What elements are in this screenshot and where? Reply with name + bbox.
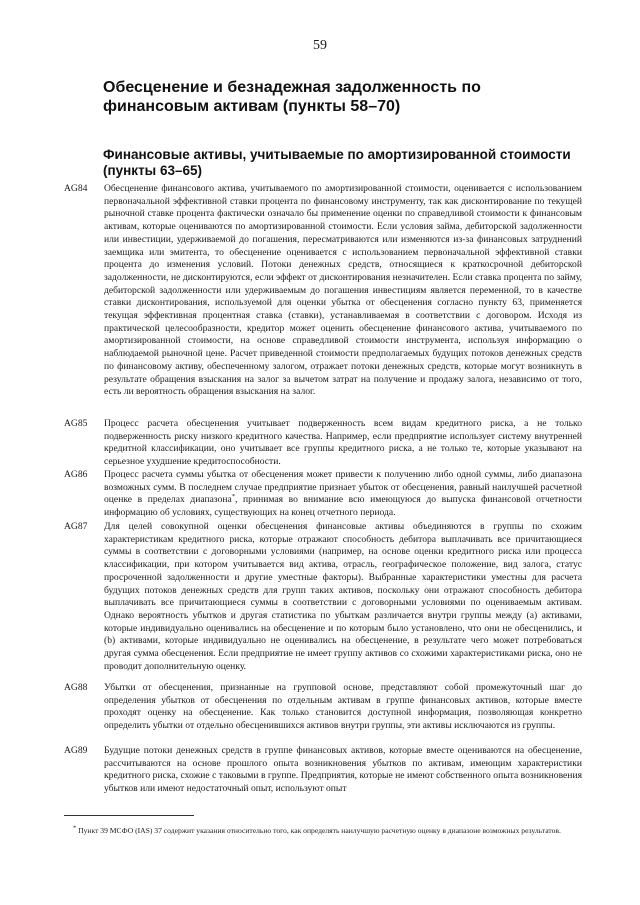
paragraph-text: Процесс расчета обесценения учитывает подверженность всем видам кредитного риска, а не только подверженность риску низкого кредитного качества. Например, если предприятие использует систему внутренней кредитной классификации, оно учитывает все группы кредитного риска, а не только те, которые указывают на серьезное ухудшение кредитоспособности.	[104, 418, 582, 468]
paragraph-ag87	[64, 521, 582, 673]
paragraph-ag89	[64, 745, 582, 796]
paragraph-text-after: , принимая во внимание всю имеющуюся до выпуска финансовой отчетности информацию об условиях, существующих на конец отчетного периода.	[104, 494, 582, 519]
paragraph-text: Будущие потоки денежных средств в группе финансовых активов, которые вместе оцениваются на обесценение, рассчитываются на основе прошлого опыта возникновения убытков по активам, имеющим характеристики кредитного риска, схожие с таковыми в группе. Предприятия, которые не имеют собственного опыта возникновения убытков или имеют недостаточный опыт, используют опыт	[104, 745, 582, 795]
paragraph-text-before: Процесс расчета суммы убытка от обесценения может привести к получению либо одной суммы, либо диапазона возможных сумм. В последнем случае предприятие признает убыток от обесценения, равный наилучшей расчетной оценке в пределах диапазона	[104, 469, 582, 506]
footnote-marker: *	[231, 493, 236, 501]
paragraph-code: AG87	[64, 521, 88, 532]
footnote	[73, 826, 578, 836]
paragraph-text	[104, 469, 582, 520]
subsection-heading: Финансовые активы, учитываемые по амортизированной стоимости (пункты 63–65)	[103, 147, 571, 178]
paragraph-text: Обесценение финансового актива, учитываемого по амортизированной стоимости, оценивается с использованием первоначальной эффективной ставки процента по финансовому инструменту, так как дисконтирование по текущей рыночной ставке процента фактически означало бы применение оценки по справедливой стоимости к финансовым активам, которые оцениваются по амортизированной стоимости. Если условия займа, дебиторской задолженности или инвестиции, удерживаемой до погашения, пересматриваются или изменяются из-за финансовых затруднений заемщика или эмитента, то обесценение оценивается с использованием первоначальной эффективной ставки процента до изменения условий. Потоки денежных средств, относящиеся к краткосрочной дебиторской задолженности, не дисконтируются, если эффект от дисконтирования незначителен. Если ставка процента по займу, дебиторской задолженности или удерживаемым до погашения инвестициям является переменной, то в качестве ставки дисконтирования, используемой для оценки убытка от обесценения согласно пункту 63, применяется текущая эффективная процентная ставка (ставки), устанавливаемая в соответствии с договором. Исходя из практической целесообразности, кредитор может оценить обесценение финансового актива, учитываемого по амортизированной стоимости, на основе справедливой стоимости инструмента, используя информацию о наблюдаемой рыночной цене. Расчет приведенной стоимости предполагаемых будущих потоков денежных средств по финансовому активу, обеспеченному залогом, отражает потоки денежных средств, которые могут возникнуть в результате обращения взыскания на залог за вычетом затрат на получение и продажу залога, независимо от того, есть ли вероятность обращения взыскания на залог.	[104, 183, 582, 398]
footnote-text: Пункт 39 МСФО (IAS) 37 содержит указания относительно того, как определять наилучшую расчетную оценку в диапазоне возможных результатов.	[78, 826, 561, 835]
paragraph-text: Для целей совокупной оценки обесценения финансовые активы объединяются в группы по схожим характеристикам кредитного риска, которые отражают способность дебитора выплачивать все причитающиеся суммы в соответствии с договорными условиями (например, на основе оценки кредитного риска или процесса классификации, при котором учитывается вид актива, отрасль, географическое положение, вид залога, статус просроченной задолженности и другие уместные факторы). Выбранные характеристики уместны для расчета будущих потоков денежных средств для групп таких активов, поскольку они отражают способность дебитора выплачивать все причитающиеся суммы в соответствии с договорными условиями по оцениваемым активам. Однако вероятность убытков и другая статистика по убыткам различается внутри группы между (a) активами, которые индивидуально оценивались на обесценение и по которым было установлено, что они не обесценились, и (b) активами, которые индивидуально не оценивались на обесценение, в результате чего может потребоваться другая сумма обесценения. Если предприятие не имеет группу активов со схожими характеристиками риска, оно не проводит дополнительную оценку.	[104, 521, 582, 672]
paragraph-code: AG89	[64, 745, 88, 756]
paragraph-code: AG85	[64, 418, 88, 429]
paragraph-ag85	[64, 418, 582, 469]
page-number: 59	[313, 38, 327, 53]
footnote-divider	[64, 815, 194, 816]
footnote-marker: *	[73, 824, 77, 832]
section-heading: Обесценение и безнадежная задолженность по финансовым активам (пункты 58–70)	[103, 79, 481, 115]
paragraph-code: AG88	[64, 682, 88, 693]
paragraph-ag86	[64, 469, 582, 520]
paragraph-ag84	[64, 183, 582, 399]
paragraph-code: AG86	[64, 469, 88, 480]
paragraph-code: AG84	[64, 183, 88, 194]
paragraph-text: Убытки от обесценения, признанные на групповой основе, представляют собой промежуточный шаг до определения убытков от обесценения по отдельным активам в группе финансовых активов, которые вместе проходят оценку на обесценение. Как только становится доступной информация, позволяющая конкретно определить убытки от отдельно обесценившихся активов внутри группы, эти активы исключаются из группы.	[104, 682, 582, 732]
paragraph-ag88	[64, 682, 582, 733]
